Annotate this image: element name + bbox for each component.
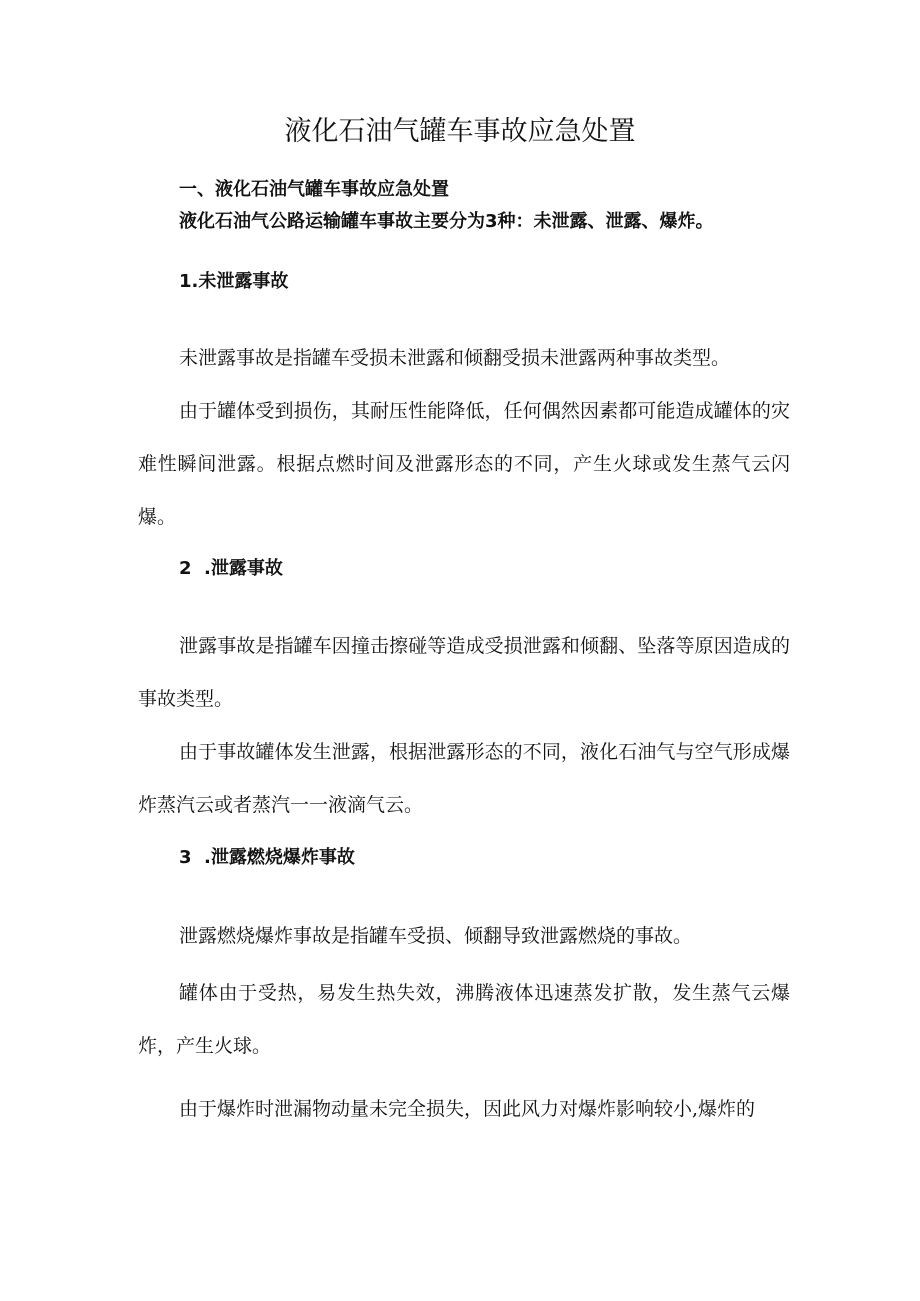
document-title: 液化石油气罐车事故应急处置 (284, 116, 636, 147)
subsection-heading-3: 3 .泄露燃烧爆炸事故 (179, 847, 355, 868)
paragraph-3-2: 罐体由于受热，易发生热失效，沸腾液体迅速蒸发扩散，发生蒸气云爆炸，产生火球。 (138, 982, 790, 1057)
paragraph-1-1: 未泄露事故是指罐车受损未泄露和倾翻受损未泄露两种事故类型。 (179, 347, 731, 369)
section-heading: 一、液化石油气罐车事故应急处置 (179, 179, 449, 200)
paragraph-2-2: 由于事故罐体发生泄露，根据泄露形态的不同，液化石油气与空气形成爆炸蒸汽云或者蒸汽一一液滴气云。 (138, 741, 790, 816)
paragraph-2-1: 泄露事故是指罐车因撞击擦碰等造成受损泄露和倾翻、坠落等原因造成的事故类型。 (138, 635, 790, 710)
paragraph-3-1: 泄露燃烧爆炸事故是指罐车受损、倾翻导致泄露燃烧的事故。 (179, 925, 693, 947)
intro-line: 液化石油气公路运输罐车事故主要分为3种：未泄露、泄露、爆炸。 (179, 211, 714, 232)
paragraph-3-3: 由于爆炸时泄漏物动量未完全损失，因此风力对爆炸影响较小,爆炸的 (179, 1098, 756, 1120)
paragraph-1-2: 由于罐体受到损伤，其耐压性能降低，任何偶然因素都可能造成罐体的灾难性瞬间泄露。根据点燃时间及泄露形态的不同，产生火球或发生蒸气云闪爆。 (138, 400, 790, 528)
subsection-heading-1: 1.未泄露事故 (179, 271, 289, 292)
subsection-heading-2: 2 .泄露事故 (179, 558, 283, 579)
